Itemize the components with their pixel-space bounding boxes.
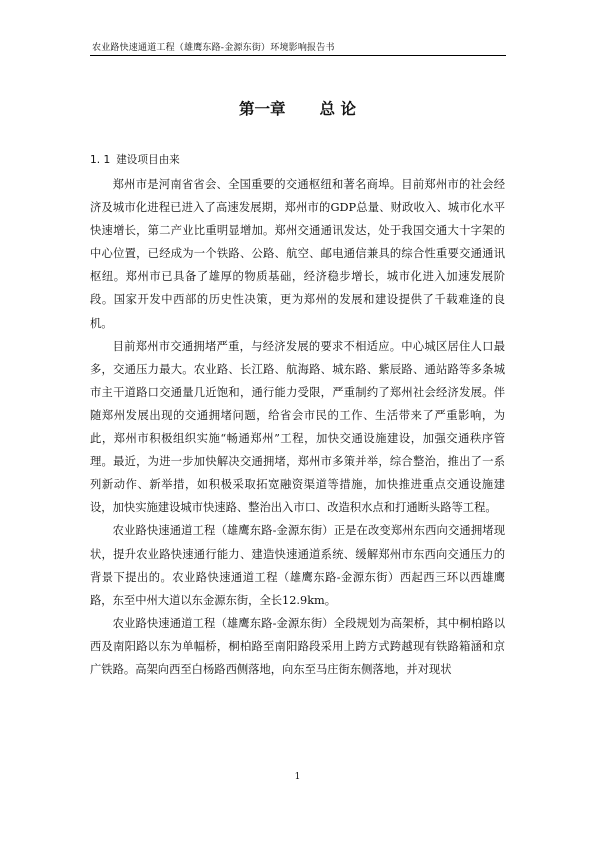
- paragraph: 郑州市是河南省省会、全国重要的交通枢纽和著名商埠。目前郑州市的社会经济及城市化进程已进入了高速发展期，郑州市的GDP总量、财政收入、城市化水平快速增长，第二产业比重明显增加。郑州交通通讯发达，处于我国交通大十字架的中心位置，已经成为一个铁路、公路、航空、邮电通信兼具的综合性重要交通通讯枢纽。郑州市已具备了雄厚的物质基础，经济稳步增长，城市化进入加速发展阶段。国家开发中西部的历史性决策，更为郑州的发展和建设提供了千载难逢的良机。: [90, 178, 505, 330]
- running-header: 农业路快速通道工程（雄鹰东路-金源东街）环境影响报告书: [92, 43, 335, 53]
- section-title: 建设项目由来: [116, 154, 180, 166]
- paragraph: 农业路快速通道工程（雄鹰东路-金源东街）全段规划为高架桥，其中桐柏路以西及南阳路以东为单幅桥，桐柏路至南阳路段采用上跨方式跨越现有铁路箱涵和京广铁路。高架向西至白杨路西侧落地，向东至马庄街东侧落地，并对现状: [90, 616, 505, 676]
- body-text: [90, 173, 505, 681]
- chapter-name: 总 论: [319, 100, 356, 118]
- chapter-title: [0, 97, 595, 119]
- page-number: 1: [294, 772, 301, 782]
- section-heading: [90, 152, 180, 167]
- paragraph: 农业路快速通道工程（雄鹰东路-金源东街）正是在改变郑州东西向交通拥堵现状，提升农业路快速通行能力、建造快速通道系统、缓解郑州市东西向交通压力的背景下提出的。农业路快速通道工程（雄鹰东路-金源东街）西起西三环以西雄鹰路，东至中州大道以东金源东街，全长12.9km。: [90, 524, 505, 607]
- header-divider: [90, 55, 506, 56]
- chapter-label: 第一章: [239, 100, 286, 118]
- paragraph: 目前郑州市交通拥堵严重，与经济发展的要求不相适应。中心城区居住人口最多，交通压力最大。农业路、长江路、航海路、城东路、紫辰路、通站路等多条城市主干道路口交通量几近饱和，通行能力受限，严重制约了郑州社会经济发展。伴随郑州发展出现的交通拥堵问题，给省会市民的工作、生活带来了严重影响，为此，郑州市积极组织实施“畅通郑州”工程，加快交通设施建设，加强交通秩序管理。最近，为进一步加快解决交通拥堵，郑州市多策并举，综合整治，推出了一系列新动作、新举措，如积极采取拓宽融资渠道等措施，加快推进重点交通设施建设，加快实施建设城市快速路、整治出入市口、改造积水点和打通断头路等工程。: [90, 339, 505, 515]
- section-number: 1. 1: [90, 154, 111, 166]
